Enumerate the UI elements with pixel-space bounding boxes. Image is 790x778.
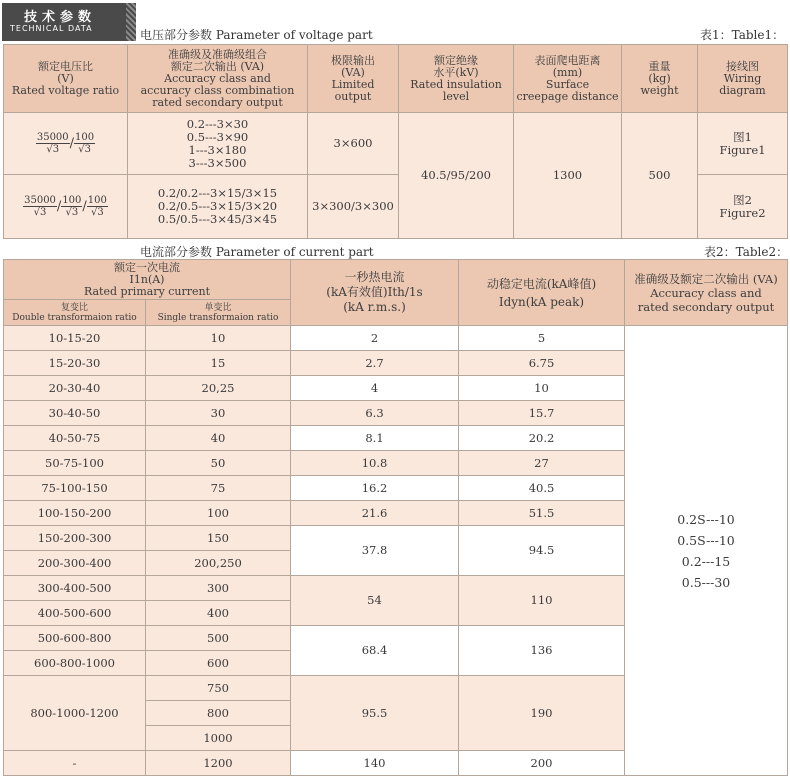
t2-dynamic-cell: 110 [459, 576, 625, 626]
t1-header-wiring: 接线图 Wiring diagram [698, 45, 788, 113]
t2-single-cell: 40 [146, 426, 291, 451]
t2-dynamic-cell: 6.75 [459, 351, 625, 376]
t2-dynamic-cell: 10 [459, 376, 625, 401]
accuracy-output: 0.5---30 [681, 574, 731, 590]
t2-header-double: 复变比 Double transformaion ratio [4, 300, 146, 326]
t1-wiring-cell: 图2 Figure2 [698, 175, 788, 239]
badge-title-en: TECHNICAL DATA [10, 24, 93, 33]
t2-single-cell: 500 [146, 626, 291, 651]
t2-header-dynamic: 动稳定电流(kA峰值) Idyn(kA peak) [459, 260, 625, 326]
badge-stripe [126, 3, 136, 41]
table1-label: 表1：Table1： [700, 28, 785, 42]
t2-single-cell: 750 [146, 676, 291, 701]
t2-thermal-cell: 95.5 [291, 676, 459, 751]
t2-dynamic-cell: 51.5 [459, 501, 625, 526]
t2-thermal-cell: 8.1 [291, 426, 459, 451]
t1-header-insulation: 额定绝缘 水平(kV) Rated insulation level [399, 45, 514, 113]
accuracy-output: 0.5S---10 [677, 532, 735, 548]
t1-wiring-cell: 图1 Figure1 [698, 113, 788, 175]
t2-dynamic-cell: 200 [459, 751, 625, 776]
t1-header-creepage: 表面爬电距离 (mm) Surface creepage distance [514, 45, 622, 113]
t2-single-cell: 600 [146, 651, 291, 676]
current-caption: 电流部分参数 Parameter of current part [140, 245, 374, 259]
t2-double-cell: 50-75-100 [4, 451, 146, 476]
voltage-parameter-table [3, 44, 788, 239]
t2-thermal-cell: 68.4 [291, 626, 459, 676]
t1-weight-cell: 500 [622, 113, 698, 239]
t1-accuracy-cell: 0.2/0.2---3×15/3×15 0.2/0.5---3×15/3×20 0.5/0.5---3×45/3×45 [128, 175, 308, 239]
t2-single-cell: 20,25 [146, 376, 291, 401]
t2-dynamic-cell: 190 [459, 676, 625, 751]
current-parameter-table [3, 259, 788, 776]
t1-header-accuracy: 准确级及准确级组合 额定二次输出 (VA) Accuracy class and accuracy class combination rated secondary output [128, 45, 308, 113]
t2-thermal-cell: 140 [291, 751, 459, 776]
t2-thermal-cell: 21.6 [291, 501, 459, 526]
t2-thermal-cell: 16.2 [291, 476, 459, 501]
t2-header-primary: 额定一次电流 I1n(A) Rated primary current [4, 260, 291, 300]
t1-header-weight: 重量 (kg) weight [622, 45, 698, 113]
t2-double-cell: 30-40-50 [4, 401, 146, 426]
table2-header-row [4, 260, 788, 300]
t2-thermal-cell: 2.7 [291, 351, 459, 376]
t2-single-cell: 800 [146, 701, 291, 726]
voltage-caption: 电压部分参数 Parameter of voltage part [140, 28, 373, 42]
t2-single-cell: 100 [146, 501, 291, 526]
t2-single-cell: 15 [146, 351, 291, 376]
t2-single-cell: 1000 [146, 726, 291, 751]
t2-double-cell: 40-50-75 [4, 426, 146, 451]
t2-single-cell: 10 [146, 326, 291, 351]
t2-double-cell: 150-200-300 [4, 526, 146, 551]
t2-header-accuracy: 准确级及额定二次输出 (VA) Accuracy class and rated secondary output [625, 260, 788, 326]
t2-double-cell: - [4, 751, 146, 776]
t2-single-cell: 400 [146, 601, 291, 626]
t2-dynamic-cell: 136 [459, 626, 625, 676]
t2-double-cell: 600-800-1000 [4, 651, 146, 676]
t1-creepage-cell: 1300 [514, 113, 622, 239]
accuracy-output: 0.2---15 [681, 553, 731, 569]
accuracy-output: 0.2S---10 [677, 511, 735, 527]
table1-row [4, 113, 788, 175]
t2-double-cell: 200-300-400 [4, 551, 146, 576]
t2-double-cell: 100-150-200 [4, 501, 146, 526]
t1-header-ratio: 额定电压比 (V) Rated voltage ratio [4, 45, 128, 113]
t2-single-cell: 300 [146, 576, 291, 601]
t2-header-thermal: 一秒热电流 (kA有效值)Ith/1s (kA r.m.s.) [291, 260, 459, 326]
t2-thermal-cell: 54 [291, 576, 459, 626]
t2-dynamic-cell: 20.2 [459, 426, 625, 451]
t2-dynamic-cell: 94.5 [459, 526, 625, 576]
t2-double-cell: 300-400-500 [4, 576, 146, 601]
table2-row [4, 326, 788, 351]
t2-single-cell: 75 [146, 476, 291, 501]
t2-thermal-cell: 37.8 [291, 526, 459, 576]
badge-title-zh: 技术参数 [24, 10, 97, 25]
t1-accuracy-cell: 0.2---3×30 0.5---3×90 1---3×180 3---3×500 [128, 113, 308, 175]
t1-limited-cell: 3×300/3×300 [308, 175, 399, 239]
t2-thermal-cell: 2 [291, 326, 459, 351]
t2-thermal-cell: 6.3 [291, 401, 459, 426]
t1-ratio-cell: $\frac{35000}{√3}$ / $\frac{100}{√3}$ / $\frac{100}{√3}$ [4, 175, 128, 239]
technical-data-badge [2, 3, 136, 41]
t2-thermal-cell: 4 [291, 376, 459, 401]
t1-limited-cell: 3×600 [308, 113, 399, 175]
t2-double-cell: 400-500-600 [4, 601, 146, 626]
t2-double-cell: 75-100-150 [4, 476, 146, 501]
t1-insulation-cell: 40.5/95/200 [399, 113, 514, 239]
t2-dynamic-cell: 5 [459, 326, 625, 351]
table1-header-row [4, 45, 788, 113]
t1-header-limited: 极限输出 (VA) Limited output [308, 45, 399, 113]
t2-double-cell: 20-30-40 [4, 376, 146, 401]
t2-single-cell: 1200 [146, 751, 291, 776]
t2-double-cell: 10-15-20 [4, 326, 146, 351]
t2-dynamic-cell: 15.7 [459, 401, 625, 426]
t2-single-cell: 200,250 [146, 551, 291, 576]
t2-single-cell: 30 [146, 401, 291, 426]
t2-accuracy-cell [625, 326, 788, 776]
t2-double-cell: 15-20-30 [4, 351, 146, 376]
t2-thermal-cell: 10.8 [291, 451, 459, 476]
t2-header-single: 单变比 Single transformaion ratio [146, 300, 291, 326]
t2-double-cell: 500-600-800 [4, 626, 146, 651]
t2-double-cell: 800-1000-1200 [4, 676, 146, 751]
t2-single-cell: 150 [146, 526, 291, 551]
table2-label: 表2：Table2： [704, 245, 789, 259]
t2-dynamic-cell: 40.5 [459, 476, 625, 501]
t2-single-cell: 50 [146, 451, 291, 476]
t2-dynamic-cell: 27 [459, 451, 625, 476]
t1-ratio-cell: $\frac{35000}{√3}$ / $\frac{100}{√3}$ [4, 113, 128, 175]
